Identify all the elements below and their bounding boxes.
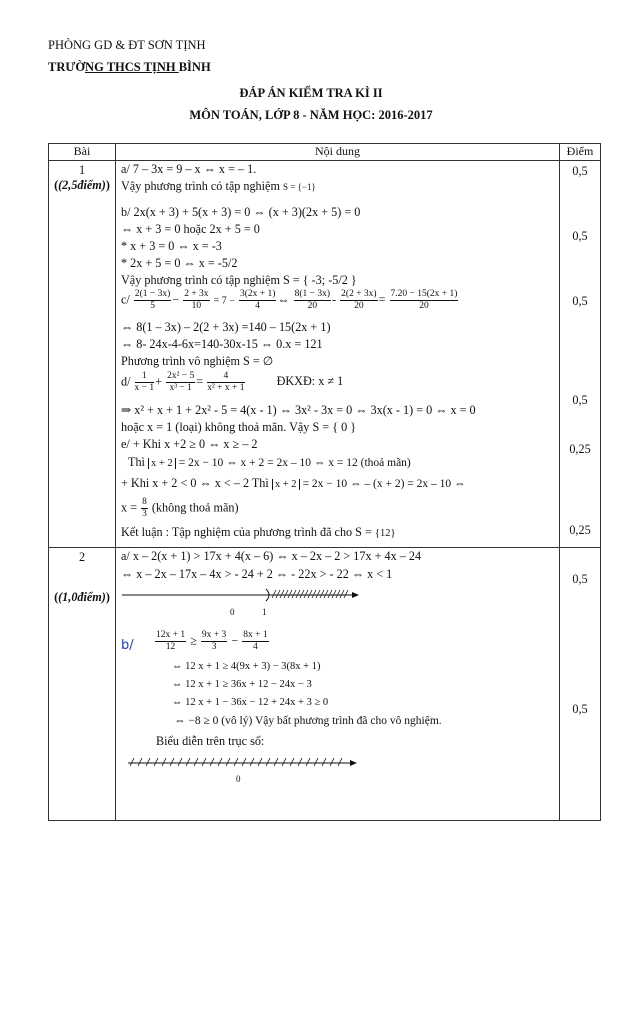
q1-point: 0,5 [572, 164, 588, 178]
q2-b-label: b/ [121, 638, 134, 653]
q1-line-e3: x = $\frac{8}{3}$ (không thoả mãn) [121, 497, 239, 519]
q1-point: 0,25 [569, 442, 591, 456]
q1-line-conclusion: Kết luận : Tập nghiệm của phương trình đã cho S = {12} [121, 525, 396, 539]
q1-line: Phương trình vô nghiệm S = ∅ [121, 354, 274, 368]
q1-line: ⇔ 8(1 – 3x) – 2(2 + 3x) =140 – 15(2x + 1) [121, 320, 331, 334]
q2-content [116, 548, 560, 821]
q2-points-cell [560, 548, 601, 821]
number-line-2 [128, 754, 368, 778]
q1-line-e1: Thì x + 2 = 2x − 10 ⇔ x + 2 = 2x – 10 ⇔ x = 12 (thoả mãn) [128, 455, 411, 469]
col-bai: Bài [49, 144, 116, 161]
q1-line: ⇒ x² + x + 1 + 2x² - 5 = 4(x - 1) ⇔ 3x² - 3x = 0 ⇔ 3x(x - 1) = 0 ⇔ x = 0 [121, 403, 476, 417]
axis2-zero-label: 0 [236, 774, 241, 784]
q2-line: ⇔ x – 2x – 17x – 4x > - 24 + 2 ⇔ - 22x > - 22 ⇔ x < 1 [121, 567, 393, 581]
q1-number: 1 [78, 163, 86, 177]
q2-line: a/ x – 2(x + 1) > 17x + 4(x – 6) ⇔ x – 2x – 2 > 17x + 4x – 24 [121, 549, 422, 563]
axis1-one-label: 1 [262, 607, 267, 617]
q2-weight: ((1,0điểm)) [54, 590, 110, 604]
q1-point: 0,5 [572, 393, 588, 407]
doc-subtitle: MÔN TOÁN, LỚP 8 - NĂM HỌC: 2016-2017 [189, 108, 433, 122]
q1-line: ⇔ x + 3 = 0 hoặc 2x + 5 = 0 [121, 222, 260, 236]
q1-line-e2: + Khi x + 2 < 0 ⇔ x < – 2 Thì x + 2 = 2x − 10 ⇔ – (x + 2) = 2x – 10 ⇔ [121, 476, 466, 490]
answer-table [48, 143, 601, 821]
q1-line: Vậy phương trình có tập nghiệm S = {−1} [121, 179, 316, 193]
q1-content [116, 161, 560, 548]
q1-point: 0,5 [572, 229, 588, 243]
q2-number: 2 [78, 550, 86, 564]
q2-line: Biểu diễn trên trục số: [156, 734, 265, 748]
q1-number-cell [49, 161, 116, 548]
q2-line: ⇔ −8 ≥ 0 (vô lý) Vậy bất phương trình đã cho vô nghiệm. [174, 715, 442, 727]
col-noidung: Nội dung [116, 144, 560, 161]
q1-line: e/ + Khi x +2 ≥ 0 ⇔ x ≥ – 2 [121, 437, 258, 451]
school-name: TRƯỜNG THCS TỊNH BÌNH [48, 60, 211, 74]
q2-b-equation: $\frac{12x + 1}{12}$ ≥ $\frac{9x + 3}{3}$ − $\frac{8x + 1}{4}$ [156, 630, 268, 652]
q1-line: hoặc x = 1 (loại) không thoả mãn. Vậy S = { 0 } [121, 420, 357, 434]
q2-number-cell [49, 548, 116, 821]
q1-line-c: c/ $\frac{2(1 - 3x)}{5}$ − $\frac{2 + 3x}{10}$ = 7 − $\frac{3(2x + 1)}{4}$ ⇔ $\frac{8(1 - 3x)}{20}$ - $\frac{2(2 + 3x)}{20}$ = $\frac{7.20 - 15(2x + 1)}{20}$ [121, 289, 458, 311]
q1-point: 0,25 [569, 523, 591, 537]
axis1-zero-label: 0 [230, 607, 235, 617]
department-name: PHÒNG GD & ĐT SƠN TỊNH [48, 38, 206, 52]
q1-line: b/ 2x(x + 3) + 5(x + 3) = 0 ⇔ (x + 3)(2x + 5) = 0 [121, 205, 361, 219]
q1-line: * 2x + 5 = 0 ⇔ x = -5/2 [121, 256, 238, 270]
doc-title: ĐÁP ÁN KIỂM TRA KÌ II [239, 86, 383, 100]
q1-point: 0,5 [572, 294, 588, 308]
q2-line: ⇔ 12 x + 1 − 36x − 12 + 24x + 3 ≥ 0 [172, 697, 329, 708]
q1-line: a/ 7 – 3x = 9 – x ⇔ x = – 1. [121, 162, 257, 176]
q2-point: 0,5 [572, 572, 588, 586]
col-diem: Điểm [560, 144, 601, 161]
q1-line: * x + 3 = 0 ⇔ x = -3 [121, 239, 222, 253]
number-line-1 [122, 586, 362, 616]
q1-points-cell [560, 161, 601, 548]
q1-weight: ((2,5điểm)) [54, 178, 110, 192]
q1-line: Vậy phương trình có tập nghiệm S = { -3; -5/2 } [121, 273, 357, 287]
q1-line-d: d/ $\frac{1}{x - 1}$ + $\frac{\text{2x² − 5}}{\text{x³ − 1}}$ = $\frac{4}{\text{x² + x + 1}}$ ĐKXĐ: x ≠ 1 [121, 371, 344, 393]
q2-line: ⇔ 12 x + 1 ≥ 4(9x + 3) − 3(8x + 1) [172, 661, 321, 672]
q2-point: 0,5 [572, 702, 588, 716]
q1-line: ⇔ 8- 24x-4-6x=140-30x-15 ⇔ 0.x = 121 [121, 337, 323, 351]
q2-line: ⇔ 12 x + 1 ≥ 36x + 12 − 24x − 3 [172, 679, 312, 690]
